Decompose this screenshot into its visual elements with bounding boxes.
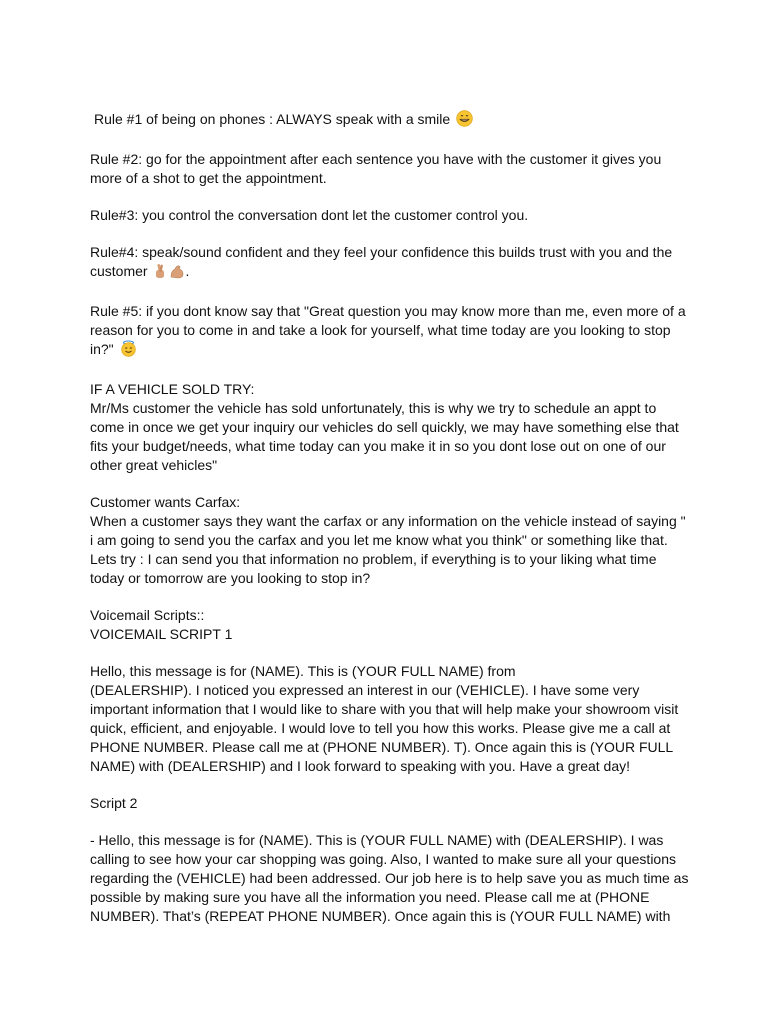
carfax-heading: Customer wants Carfax:: [90, 494, 241, 510]
voicemail-script-1-body: (DEALERSHIP). I noticed you expressed an interest in our (VEHICLE). I have some very important information that I would like to share with you that will help make your showroom visit quick, efficient, and enjoyable. I would love to tell you how this works. Please give me a call at PHONE NUMBER. Please call me at (PHONE NUMBER). T). Once again this is (YOUR FULL NAME) with (DEALERSHIP) and I look forward to speaking with you. Have a great day!: [90, 682, 683, 774]
document-page: [90, 110, 693, 944]
vehicle-sold-section: [90, 380, 690, 475]
rule-1: [90, 110, 690, 132]
voicemail-script-1-opening: Hello, this message is for (NAME). This is (YOUR FULL NAME) from: [90, 663, 516, 679]
crossed-fingers-icon: [153, 263, 167, 284]
voicemail-script-2-title: Script 2: [90, 795, 138, 811]
voicemail-script-1-title: VOICEMAIL SCRIPT 1: [90, 626, 233, 642]
rule-1-text: Rule #1 of being on phones : ALWAYS speak with a smile: [94, 111, 451, 127]
flexed-biceps-icon: [169, 263, 185, 284]
vehicle-sold-heading: IF A VEHICLE SOLD TRY:: [90, 381, 255, 397]
rule-5-text: Rule #5: if you dont know say that "Great question you may know more than me, even more of a reason for you to come in and take a look for yourself, what time today are you looking to stop in?": [90, 303, 690, 357]
rule-2: Rule #2: go for the appointment after each sentence you have with the customer it gives you more of a shot to get the appointment.: [90, 151, 666, 186]
carfax-section: [90, 493, 690, 588]
rule-5: [90, 302, 690, 362]
grinning-face-icon: [456, 110, 473, 132]
voicemail-script-1: [90, 662, 690, 776]
vehicle-sold-script: Mr/Ms customer the vehicle has sold unfortunately, this is why we try to schedule an appt to come in once we get your inquiry our vehicles do sell quickly, we may have something else that fits your budget/needs, what time today can you make it in so you dont lose out on one of our other great vehicles": [90, 400, 683, 473]
voicemail-header-section: [90, 606, 690, 644]
rule-4-text: Rule#4: speak/sound confident and they feel your confidence this builds trust with you and the customer: [90, 244, 677, 279]
voicemail-heading: Voicemail Scripts::: [90, 607, 205, 623]
rule-3: Rule#3: you control the conversation dont let the customer control you.: [90, 207, 529, 223]
voicemail-script-2: - Hello, this message is for (NAME). This is (YOUR FULL NAME) with (DEALERSHIP). I was calling to see how your car shopping was going. Also, I wanted to make sure all your questions regarding the (VEHICLE) had been addressed. Our job here is to help save you as much time as possible by making sure you have all the information you need. Please call me at (PHONE NUMBER). That’s (REPEAT PHONE NUMBER). Once again this is (YOUR FULL NAME) with: [90, 832, 693, 924]
rule-4: [90, 243, 690, 284]
smiling-face-with-halo-icon: [120, 340, 137, 362]
carfax-script: When a customer says they want the carfax or any information on the vehicle instead of saying " i am going to send you the carfax and you let me know what you think" or something like that. Lets try : I can send you that information no problem, if everything is to your liking what time today or tomorrow are you looking to stop in?: [90, 513, 690, 586]
rule-4-end: .: [185, 263, 190, 279]
